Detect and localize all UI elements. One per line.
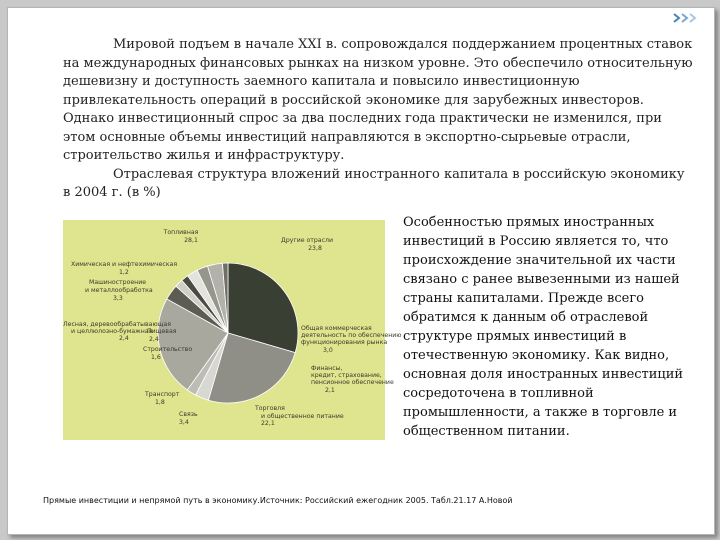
slice-value-label: 1,8	[155, 399, 165, 406]
pie-chart-svg	[63, 220, 402, 440]
slice-category-label: деятельность по обеспечению	[301, 332, 402, 339]
intro-text	[63, 36, 695, 203]
slice-category-label: и металлообработка	[85, 287, 153, 294]
slice-value-label: 23,8	[308, 245, 322, 252]
slice-category-label: Торговля	[255, 405, 285, 412]
pie-chart	[63, 220, 402, 440]
paragraph-1: Мировой подъем в начале XXI в. сопровождался поддержанием процентных ставок на международных финансовых рынках на низком уровне. Это обеспечило относительную дешевизну и доступность заемного капитала и повысило инвестиционную привлекательность операций в российской экономике для зарубежных инвесторов. Однако инвестиционный спрос за два последних года практически не изменился, при этом основные объемы инвестиций направляются в экспортно-сырьевые отрасли, строительство жилья и инфраструктуру.	[63, 37, 693, 163]
slice-value-label: 22,1	[261, 420, 275, 427]
slice-value-label: 1,2	[119, 269, 129, 276]
slice-category-label: Другие отрасли	[281, 237, 333, 244]
slice-category-label: Топливная	[163, 229, 199, 236]
right-text: Особенностью прямых иностранных инвестиций в Россию является то, что происхождение значительной их части связано с ранее вывезенными из нашей страны капиталами. Прежде всего обратимся к данным об отраслевой структуре прямых инвестиций в отечественную экономику. Как видно, основная доля иностранных инвестиций сосредоточена в топливной промышленности, а также в торговле и общественном питании.	[403, 215, 684, 439]
slice-category-label: Общая коммерческая	[301, 325, 372, 332]
footer-source: Прямые инвестиции и непрямой путь в экономику.Источник: Российский ежегодник 2005. Табл.21.17 А.Новой	[43, 496, 513, 505]
slice-category-label: пенсионное обеспечение	[311, 379, 394, 386]
slice-value-label: 3,4	[179, 419, 189, 426]
slice-category-label: Машиностроение	[89, 279, 147, 286]
slice-category-label: Лесная, деревообрабатывающая	[63, 321, 172, 328]
slice-value-label: 2,4	[119, 335, 129, 342]
slice-category-label: кредит, страхование,	[311, 372, 382, 379]
decoration-arrows-icon	[672, 12, 706, 26]
slice-value-label: 1,6	[151, 354, 161, 361]
slice-category-label: и целлюлозно-бумажная	[71, 328, 153, 335]
slice-category-label: Строительство	[143, 346, 193, 353]
slice-category-label: Финансы,	[311, 365, 343, 372]
slice-value-label: 3,3	[113, 295, 123, 302]
slice-category-label: функционирования рынка	[301, 339, 388, 346]
slice-value-label: 2,4	[149, 336, 159, 343]
slice-category-label: Связь	[179, 411, 198, 418]
slice-category-label: Транспорт	[145, 391, 180, 398]
slice-value-label: 2,1	[325, 387, 335, 394]
slide	[7, 7, 715, 535]
slice-category-label: Пищевая	[147, 328, 177, 335]
slice-category-label: и общественное питание	[261, 413, 344, 420]
slice-value-label: 28,1	[184, 237, 198, 244]
slice-category-label: Химическая и нефтехимическая	[71, 261, 178, 268]
slice-value-label: 3,0	[323, 347, 333, 354]
paragraph-2: Отраслевая структура вложений иностранного капитала в российскую экономику в 2004 г. (в %)	[63, 166, 685, 200]
